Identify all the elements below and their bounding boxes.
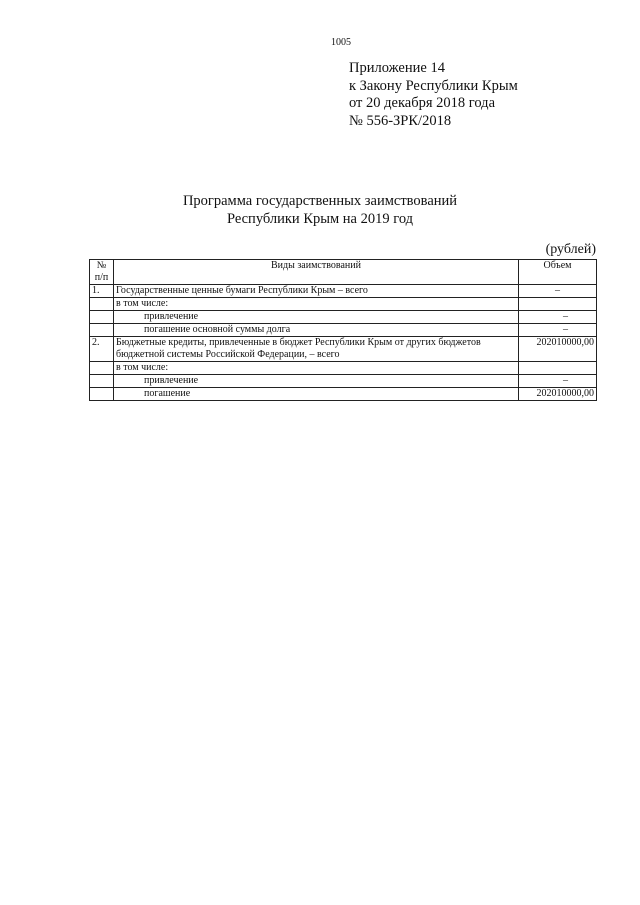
row-volume — [519, 362, 597, 375]
row-number: 1. — [90, 285, 114, 298]
row-number — [90, 388, 114, 401]
row-number — [90, 324, 114, 337]
appendix-line-3: от 20 декабря 2018 года — [349, 95, 495, 111]
row-volume: – — [519, 324, 597, 337]
row-borrowing-type: Бюджетные кредиты, привлеченные в бюджет Республики Крым от других бюджетов бюджетной системы Российской Федерации, – всего — [114, 337, 519, 362]
appendix-reference — [349, 60, 518, 130]
row-borrowing-type: привлечение — [114, 375, 519, 388]
table-row — [90, 324, 597, 337]
table-row — [90, 337, 597, 362]
table-header-row — [90, 260, 597, 285]
row-borrowing-type: в том числе: — [114, 298, 519, 311]
table-row — [90, 388, 597, 401]
row-number — [90, 298, 114, 311]
row-number — [90, 362, 114, 375]
row-number — [90, 311, 114, 324]
table-row — [90, 298, 597, 311]
row-borrowing-type: Государственные ценные бумаги Республики Крым – всего — [114, 285, 519, 298]
document-title-line-2: Республики Крым на 2019 год — [226, 211, 414, 227]
row-number — [90, 375, 114, 388]
borrowings-table — [89, 259, 597, 401]
row-volume: 202010000,00 — [519, 388, 597, 401]
units-label: (рублей) — [545, 242, 596, 257]
table-row — [90, 362, 597, 375]
header-volume: Объем — [519, 260, 597, 285]
document-title — [0, 192, 640, 228]
appendix-line-1: Приложение 14 — [349, 60, 445, 76]
row-borrowing-type: погашение — [114, 388, 519, 401]
header-number: № п/п — [90, 260, 114, 285]
appendix-line-2: к Закону Республики Крым — [349, 77, 518, 94]
table-row — [90, 375, 597, 388]
table-row — [90, 285, 597, 298]
row-volume: – — [519, 311, 597, 324]
row-volume: 202010000,00 — [519, 337, 597, 362]
page-number: 1005 — [331, 37, 351, 48]
row-borrowing-type: привлечение — [114, 311, 519, 324]
appendix-line-4: № 556-ЗРК/2018 — [349, 112, 452, 129]
row-borrowing-type: погашение основной суммы долга — [114, 324, 519, 337]
document-title-line-1: Программа государственных заимствований — [182, 193, 458, 209]
row-number: 2. — [90, 337, 114, 362]
row-volume — [519, 298, 597, 311]
row-volume: – — [519, 375, 597, 388]
header-borrowing-type: Виды заимствований — [114, 260, 519, 285]
row-borrowing-type: в том числе: — [114, 362, 519, 375]
table-row — [90, 311, 597, 324]
row-volume: – — [519, 285, 597, 298]
